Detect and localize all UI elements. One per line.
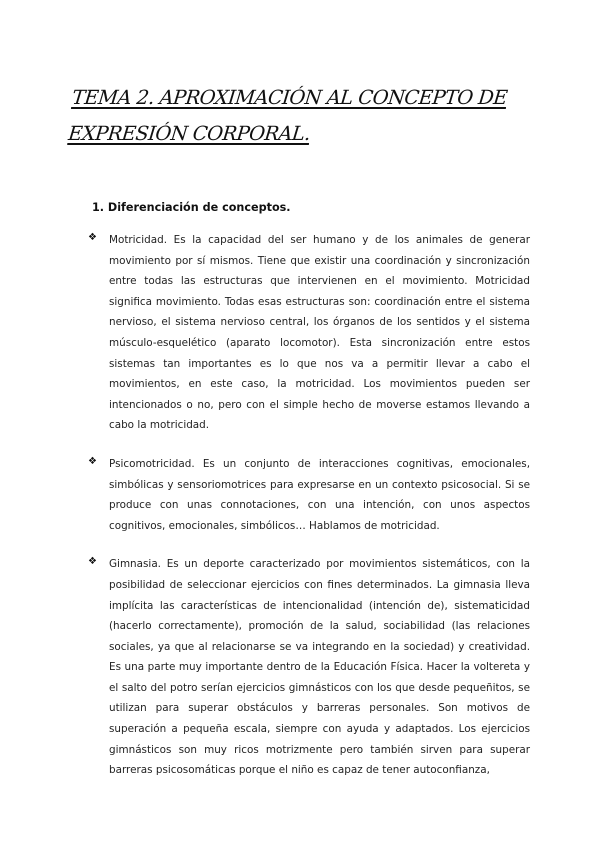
paragraph-motricidad: Motricidad. Es la capacidad del ser humano y de los animales de generar movimiento por sí mismos. Tiene que existir una coordinación y sincronización entre todas las estructuras que intervienen en el movimiento. Motricidad significa movimiento. Todas esas estructuras son: coordinación entre el sistema nervioso, el sistema nervioso central, los órganos de los sentidos y el sistema músculo-esquelético (aparato locomotor). Esta sincronización entre estos sistemas tan importantes es lo que nos va a permitir llevar a cabo el movimientos, en este caso, la motricidad. Los movimientos pueden ser intencionados o no, pero con el simple hecho de moverse estamos llevando a cabo la motricidad. xyxy=(109,234,530,432)
bullet-list xyxy=(88,230,530,799)
paragraph-psicomotricidad: Psicomotricidad. Es un conjunto de interacciones cognitivas, emocionales, simbólicas y sensoriomotrices para expresarse en un contexto psicosocial. Si se produce con unas connotaciones, con una intención, con unos aspectos cognitivos, emocionales, simbólicos… Hablamos de motricidad. xyxy=(109,457,530,532)
list-item-gimnasia xyxy=(88,554,530,781)
title-line-1: TEMA 2. APROXIMACIÓN AL CONCEPTO DE xyxy=(70,86,509,109)
section-heading: 1. Diferenciación de conceptos. xyxy=(92,201,291,214)
diamond-bullet-icon: ❖ xyxy=(88,232,97,243)
paragraph-gimnasia: Gimnasia. Es un deporte caracterizado por movimientos sistemáticos, con la posibilidad de seleccionar ejercicios con fines determinados. La gimnasia lleva implícita las características de intencionalidad (intención de), sistematicidad (hacerlo correctamente), promoción de la salud, sociabilidad (las relaciones sociales, ya que al relacionarse se va integrando en la sociedad) y creatividad. Es una parte muy importante dentro de la Educación Física. Hacer la voltereta y el salto del potro serían ejercicios gimnásticos con los que desde pequeñitos, se utilizan para superar obstáculos y barreras personales. Son motivos de superación a pequeña escala, siempre con ayuda y adaptados. Los ejercicios gimnásticos son muy ricos motrizmente pero también sirven para superar barreras psicosomáticas porque el niño es capaz de tener autoconfianza, xyxy=(109,558,530,777)
page-title xyxy=(66,80,534,152)
list-item-psicomotricidad xyxy=(88,454,530,536)
list-item-motricidad xyxy=(88,230,530,436)
diamond-bullet-icon: ❖ xyxy=(88,455,97,467)
title-line-2: EXPRESIÓN CORPORAL. xyxy=(67,122,312,145)
diamond-bullet-icon: ❖ xyxy=(88,556,97,568)
